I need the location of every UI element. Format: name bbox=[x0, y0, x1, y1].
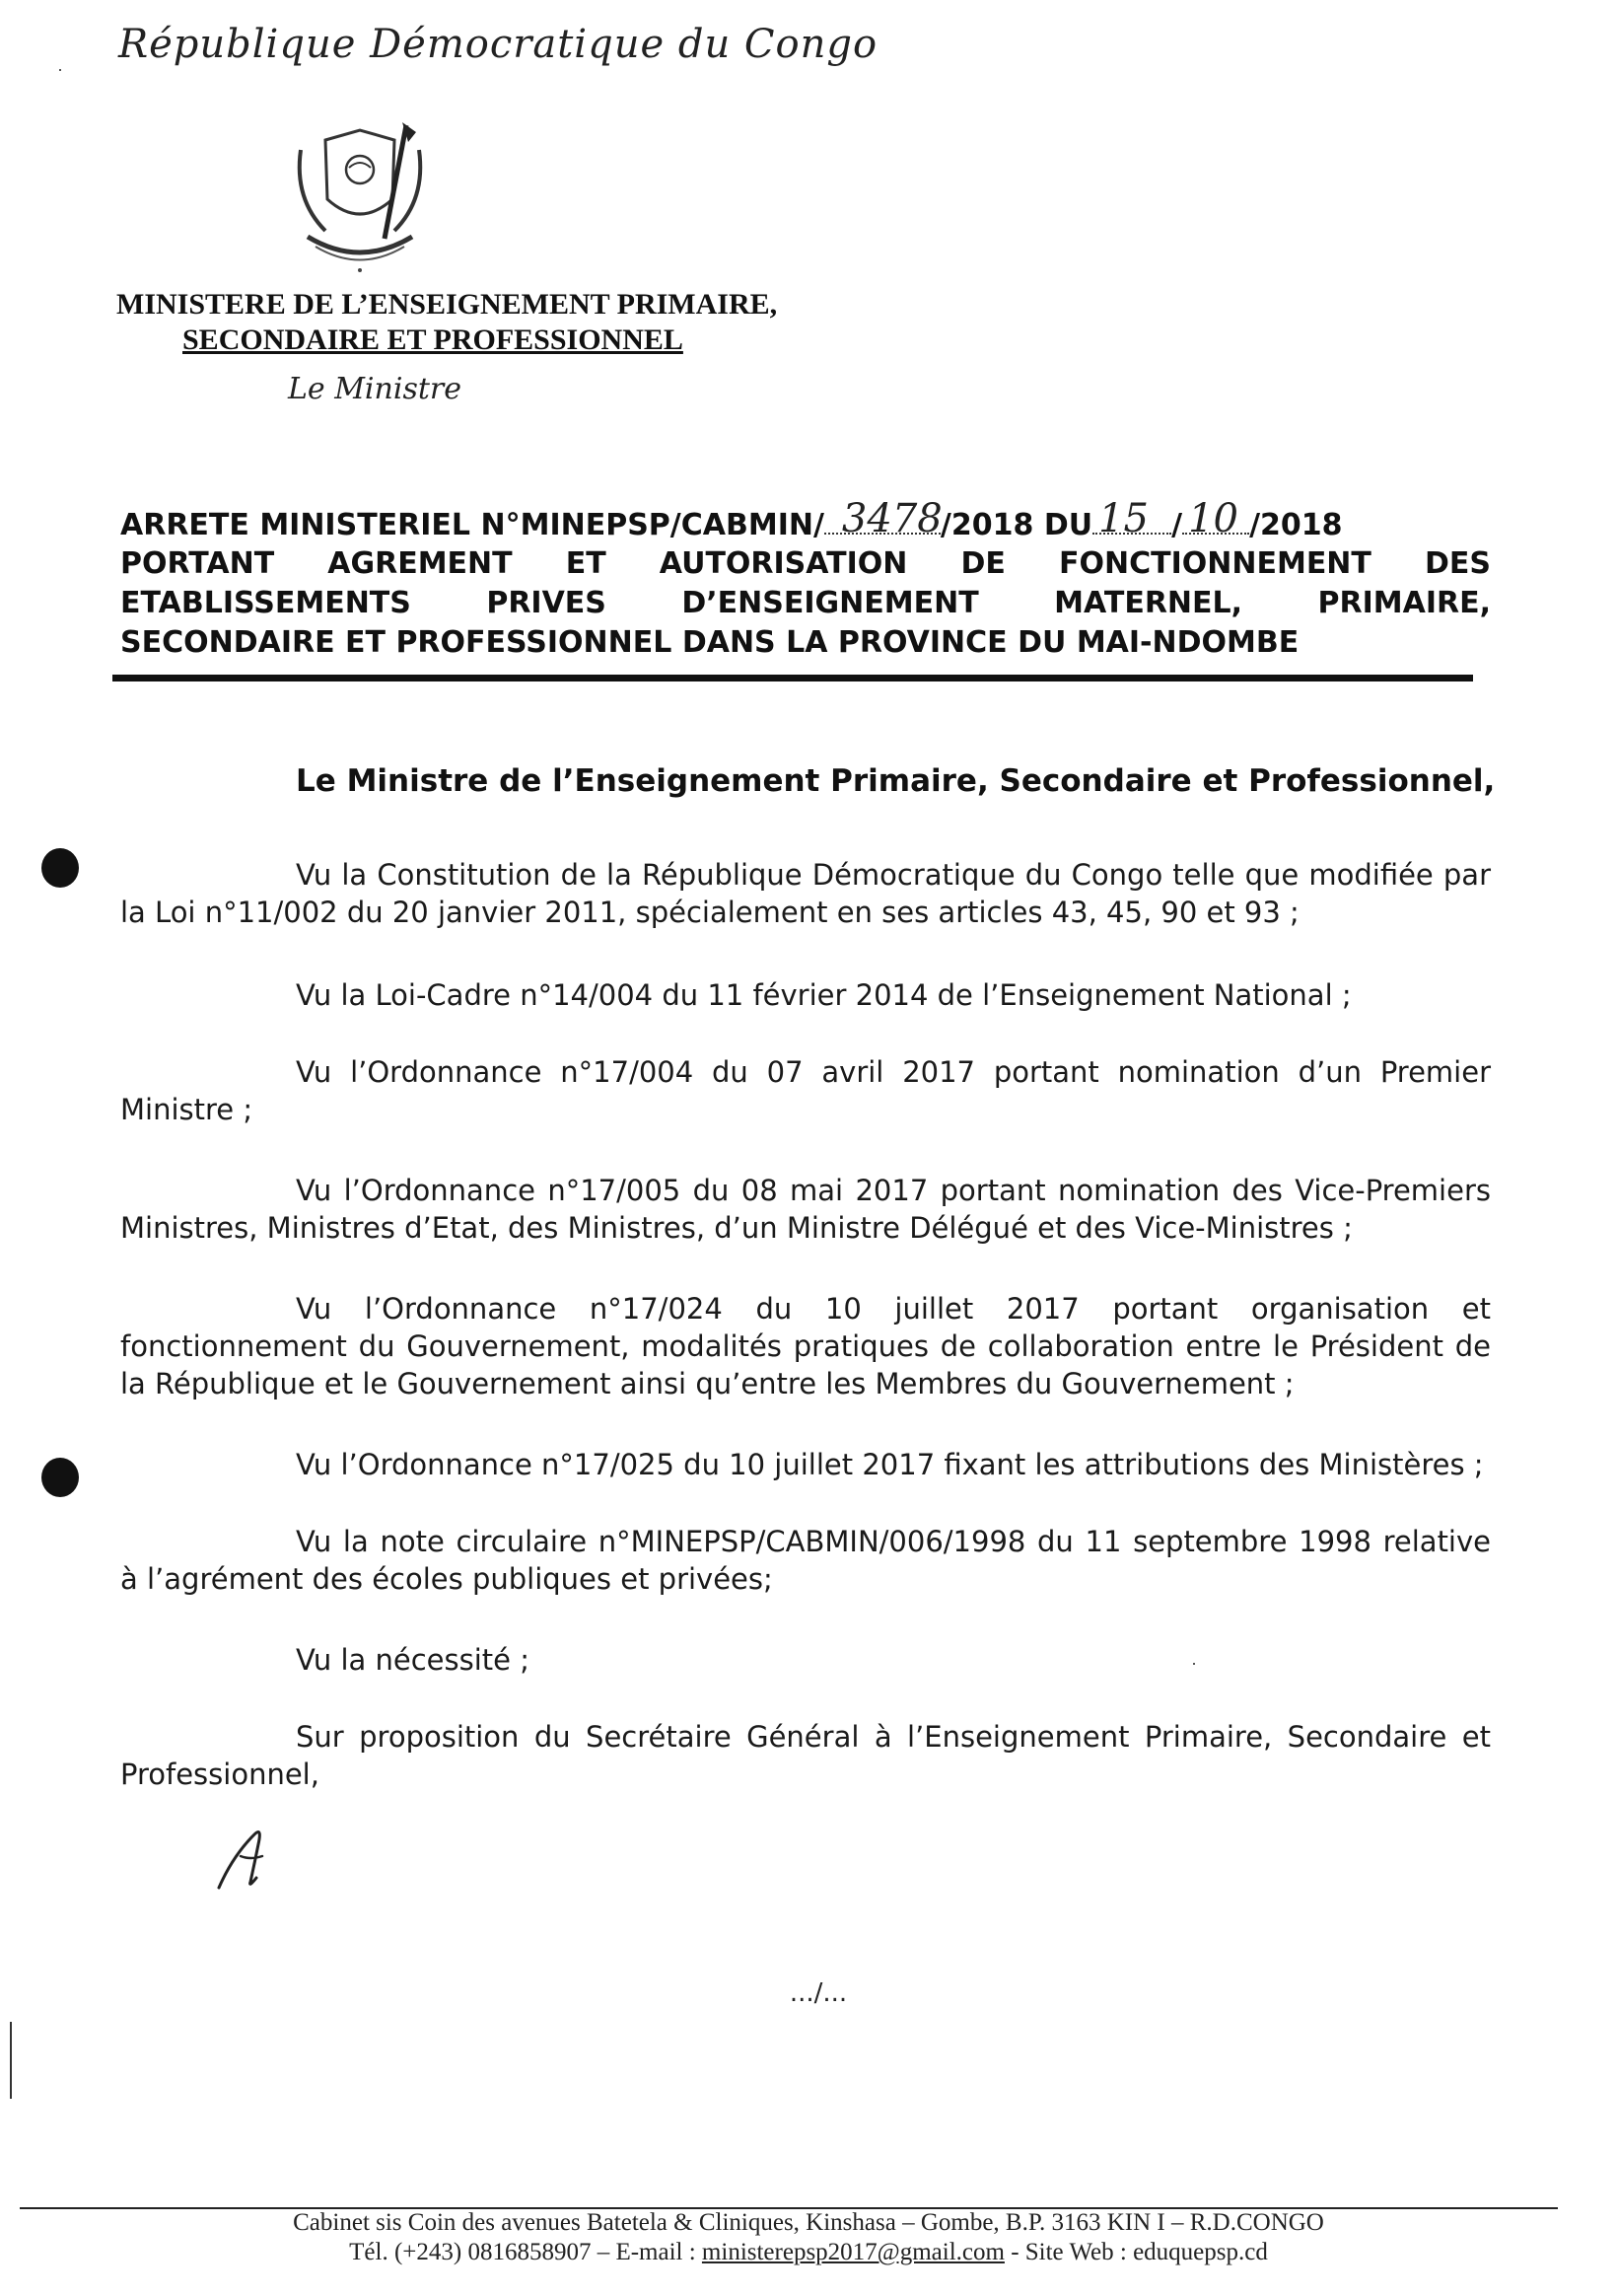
footer-address: Cabinet sis Coin des avenues Batetela & Cliniques, Kinshasa – Gombe, B.P. 3163 KIN I – R.D.CONGO bbox=[293, 2209, 1324, 2236]
scan-margin-line bbox=[10, 2022, 12, 2099]
considerant-paragraph: Vu la Loi-Cadre n°14/004 du 11 février 2014 de l’Enseignement National ; bbox=[296, 978, 1352, 1012]
minister-heading: Le Ministre de l’Enseignement Primaire, Secondaire et Professionnel, bbox=[296, 763, 1496, 799]
considerant-paragraph: Vu la Constitution de la République Démocratique du Congo telle que modifiée par la Loi n°11/002 du 20 janvier 2011, spécialement en ses articles 43, 45, 90 et 93 ; bbox=[120, 858, 1491, 929]
handwritten-day: 15 bbox=[1098, 496, 1149, 541]
decree-title-line4: SECONDAIRE ET PROFESSIONNEL DANS LA PROVINCE DU MAI-NDOMBE bbox=[120, 625, 1300, 660]
punch-hole-mark bbox=[41, 1458, 79, 1497]
handwritten-initial bbox=[211, 1817, 280, 1896]
title-divider bbox=[112, 675, 1473, 682]
coat-of-arms-emblem bbox=[286, 120, 434, 278]
considerant-paragraph: Vu la note circulaire n°MINEPSP/CABMIN/006/1998 du 11 septembre 1998 relative à l’agrément des écoles publiques et privées; bbox=[120, 1525, 1491, 1596]
scan-speck bbox=[59, 69, 61, 71]
handwritten-month: 10 bbox=[1188, 496, 1238, 541]
footer-email-link[interactable]: ministerepsp2017@gmail.com bbox=[701, 2239, 1005, 2265]
republic-heading: République Démocratique du Congo bbox=[118, 22, 879, 67]
decree-number-prefix: ARRETE MINISTERIEL N°MINEPSP/CABMIN/ bbox=[120, 508, 824, 542]
footer-website: - Site Web : eduquepsp.cd bbox=[1004, 2239, 1268, 2265]
ministry-name-line2: SECONDAIRE ET PROFESSIONNEL bbox=[182, 323, 683, 356]
considerant-paragraph: Vu la nécessité ; bbox=[296, 1643, 529, 1677]
decree-title-line1: ARRETE MINISTERIEL N°MINEPSP/CABMIN/ 3478 /2018 DU 15 / 10 /2018 bbox=[120, 496, 1343, 542]
continuation-mark: .../... bbox=[789, 1978, 848, 2008]
decree-title-line2: PORTANT AGREMENT ET AUTORISATION DE FONCTIONNEMENT DES bbox=[120, 546, 1491, 581]
office-title: Le Ministre bbox=[288, 372, 461, 406]
considerant-paragraph: Sur proposition du Secrétaire Général à l’Enseignement Primaire, Secondaire et Professionnel, bbox=[120, 1720, 1491, 1791]
punch-hole-mark bbox=[41, 848, 79, 888]
ministry-name-line1: MINISTERE DE L’ENSEIGNEMENT PRIMAIRE, bbox=[116, 288, 778, 321]
decree-year: /2018 bbox=[1249, 508, 1343, 542]
handwritten-decree-number: 3478 bbox=[841, 496, 943, 541]
considerant-paragraph: Vu l’Ordonnance n°17/025 du 10 juillet 2017 fixant les attributions des Ministères ; bbox=[296, 1448, 1484, 1481]
considerant-paragraph: Vu l’Ordonnance n°17/004 du 07 avril 2017 portant nomination d’un Premier Ministre ; bbox=[120, 1055, 1491, 1126]
footer-contact bbox=[0, 2239, 1617, 2266]
decree-year-du: /2018 DU bbox=[940, 508, 1093, 542]
considerant-paragraph: Vu l’Ordonnance n°17/024 du 10 juillet 2017 portant organisation et fonctionnement du Gouvernement, modalités pratiques de collaboration entre le Président de la République et le Gouvernement ainsi qu’entre les Membres du Gouvernement ; bbox=[120, 1292, 1491, 1400]
decree-title-line3: ETABLISSEMENTS PRIVES D’ENSEIGNEMENT MATERNEL, PRIMAIRE, bbox=[120, 586, 1491, 620]
footer-phone: Tél. (+243) 0816858907 – E-mail : bbox=[349, 2239, 702, 2265]
considerant-paragraph: Vu l’Ordonnance n°17/005 du 08 mai 2017 portant nomination des Vice-Premiers Ministres, Ministres d’Etat, des Ministres, d’un Ministre Délégué et des Vice-Ministres ; bbox=[120, 1174, 1491, 1245]
scan-speck bbox=[1193, 1663, 1195, 1665]
